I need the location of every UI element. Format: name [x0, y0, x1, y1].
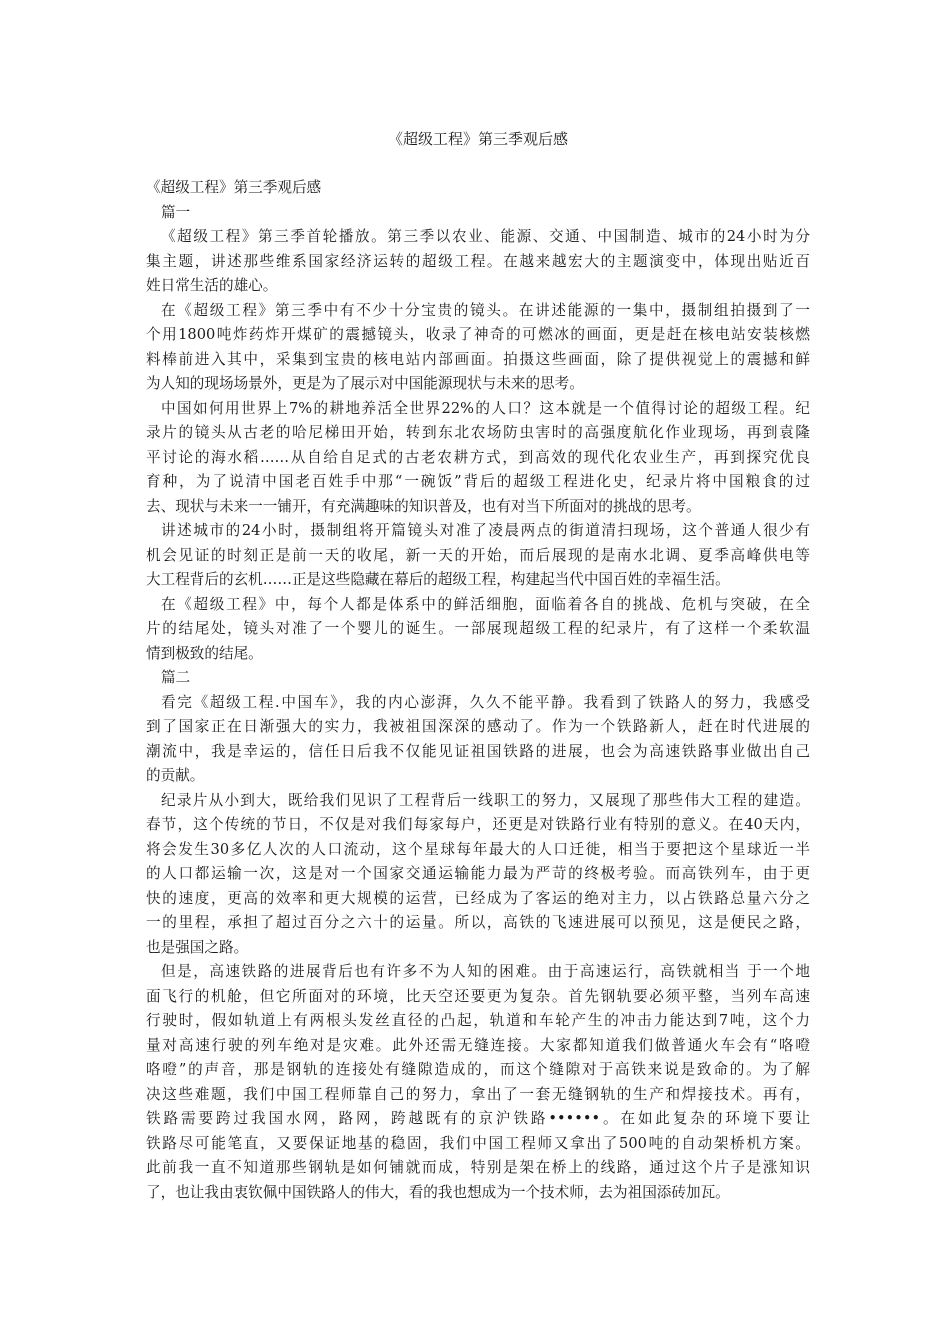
text-line: 大工程背后的玄机……正是这些隐藏在幕后的超级工程，构建起当代中国百姓的幸福生活。 — [146, 571, 730, 588]
text-line: 料棒前进入其中，采集到宝贵的核电站内部画面。拍摄这些画面，除了提供视觉上的震撼和鲜 — [146, 350, 810, 368]
document-body — [146, 176, 810, 1205]
text-line: 录片的镜头从古老的哈尼梯田开始，转到东北农场防虫害时的高强度航化作业现场，再到袁隆 — [146, 424, 810, 441]
text-line: 篇一 — [161, 203, 191, 221]
text-line: 集主题，讲述那些维系国家经济运转的超级工程。在越来越宏大的主题演变中，体现出贴近百 — [146, 252, 810, 270]
text-line: 量对高速行驶的列车绝对是灾难。此外还需无缝连接。大家都知道我们做普通火车会有“咯噔 — [146, 1036, 810, 1054]
text-line: 春节，这个传统的节日，不仅是对我们每家每户，还更是对铁路行业有特别的意义。在40天内， — [146, 816, 810, 833]
text-line: 在《超级工程》第三季中有不少十分宝贵的镜头。在讲述能源的一集中，摄制组拍摄到了一 — [161, 301, 810, 319]
text-line: 决这些难题，我们中国工程师靠自己的努力，拿出了一套无缝钢轨的生产和焊接技术。再有， — [146, 1085, 810, 1103]
text-line: 情到极致的结尾。 — [146, 644, 263, 662]
text-line: 了，也让我由衷钦佩中国铁路人的伟大，看的我也想成为一个技术师，去为祖国添砖加瓦。 — [146, 1183, 730, 1201]
text-line: 此前我一直不知道那些钢轨是如何铺就而成，特别是架在桥上的线路，通过这个片子是涨知识 — [146, 1159, 810, 1176]
text-line: 到了国家正在日渐强大的实力，我被祖国深深的感动了。作为一个铁路新人，赶在时代进展的 — [146, 718, 810, 735]
text-line: 潮流中，我是幸运的，信任日后我不仅能见证祖国铁路的进展，也会为高速铁路事业做出自己 — [146, 742, 810, 760]
text-line: 去、现状与未来一一铺开，有充满趣味的知识普及，也有对当下所面对的挑战的思考。 — [146, 497, 701, 515]
document-title: 《超级工程》第三季观后感 — [387, 130, 568, 148]
text-line: 面飞行的机舱，但它所面对的环境，比天空还要更为复杂。首先钢轨要必须平整，当列车高速 — [146, 987, 810, 1005]
text-line: 为人知的现场场景外，更是为了展示对中国能源现状与未来的思考。 — [146, 375, 584, 392]
text-line: 咯噔”的声音，那是钢轨的连接处有缝隙造成的，而这个缝隙对于高铁来说是致命的。为了解 — [146, 1061, 810, 1078]
text-line: 《超级工程》第三季观后感 — [146, 179, 322, 196]
text-line: 平讨论的海水稻……从自给自足式的古老农耕方式，到高效的现代化农业生产，再到探究优良 — [146, 448, 810, 466]
text-line: 篇二 — [161, 669, 191, 686]
text-line: 一的里程，承担了超过百分之六十的运量。所以，高铁的飞速进展可以预见，这是便民之路， — [146, 914, 810, 931]
text-line: 的贡献。 — [146, 767, 205, 784]
text-line: 育种，为了说清中国老百姓手中那“一碗饭”背后的超级工程进化史，纪录片将中国粮食的过 — [146, 473, 810, 490]
text-line: 铁路需要跨过我国水网，路网，跨越既有的京沪铁路••••••。在如此复杂的环境下要让 — [146, 1110, 810, 1127]
text-line: 铁路尽可能笔直，又要保证地基的稳固，我们中国工程师又拿出了500吨的自动架桥机方案。 — [146, 1134, 810, 1152]
text-line: 的人口都运输一次，这是对一个国家交通运输能力最为严苛的终极考验。而高铁列车，由于更 — [146, 865, 810, 882]
text-line: 机会见证的时刻正是前一天的收尾，新一天的开始，而后展现的是南水北调、夏季高峰供电等 — [146, 546, 810, 564]
text-line: 在《超级工程》中，每个人都是体系中的鲜活细胞，面临着各自的挑战、危机与突破，在全 — [161, 595, 810, 613]
text-line: 将会发生30多亿人次的人口流动，这个星球每年最大的人口迁徙，相当于要把这个星球近一半 — [146, 840, 810, 858]
text-line: 纪录片从小到大，既给我们见识了工程背后一线职工的努力，又展现了那些伟大工程的建造。 — [161, 791, 810, 809]
text-line: 个用1800吨炸药炸开煤矿的震撼镜头，收录了神奇的可燃冰的画面，更是赶在核电站安装核燃 — [146, 326, 810, 343]
text-line: 也是强国之路。 — [146, 938, 249, 956]
text-line: 看完《超级工程.中国车》，我的内心澎湃，久久不能平静。我看到了铁路人的努力，我感受 — [161, 693, 810, 711]
text-line: 中国如何用世界上7%的耕地养活全世界22%的人口？这本就是一个值得讨论的超级工程。纪 — [161, 399, 810, 417]
text-line: 讲述城市的24小时，摄制组将开篇镜头对准了凌晨两点的街道清扫现场，这个普通人很少有 — [161, 522, 810, 539]
text-line: 行驶时，假如轨道上有两根头发丝直径的凸起，轨道和车轮产生的冲击力能达到7吨，这个力 — [146, 1012, 810, 1029]
text-line: 片的结尾处，镜头对准了一个婴儿的诞生。一部展现超级工程的纪录片，有了这样一个柔软温 — [146, 620, 810, 637]
text-line: 快的速度，更高的效率和更大规模的运营，已经成为了客运的绝对主力，以占铁路总量六分之 — [146, 889, 810, 907]
text-line: 《超级工程》第三季首轮播放。第三季以农业、能源、交通、中国制造、城市的24小时为分 — [161, 228, 810, 245]
text-line: 但是，高速铁路的进展背后也有许多不为人知的困难。由于高速运行，高铁就相当 于一个地 — [161, 963, 810, 980]
text-line: 姓日常生活的雄心。 — [146, 277, 278, 294]
